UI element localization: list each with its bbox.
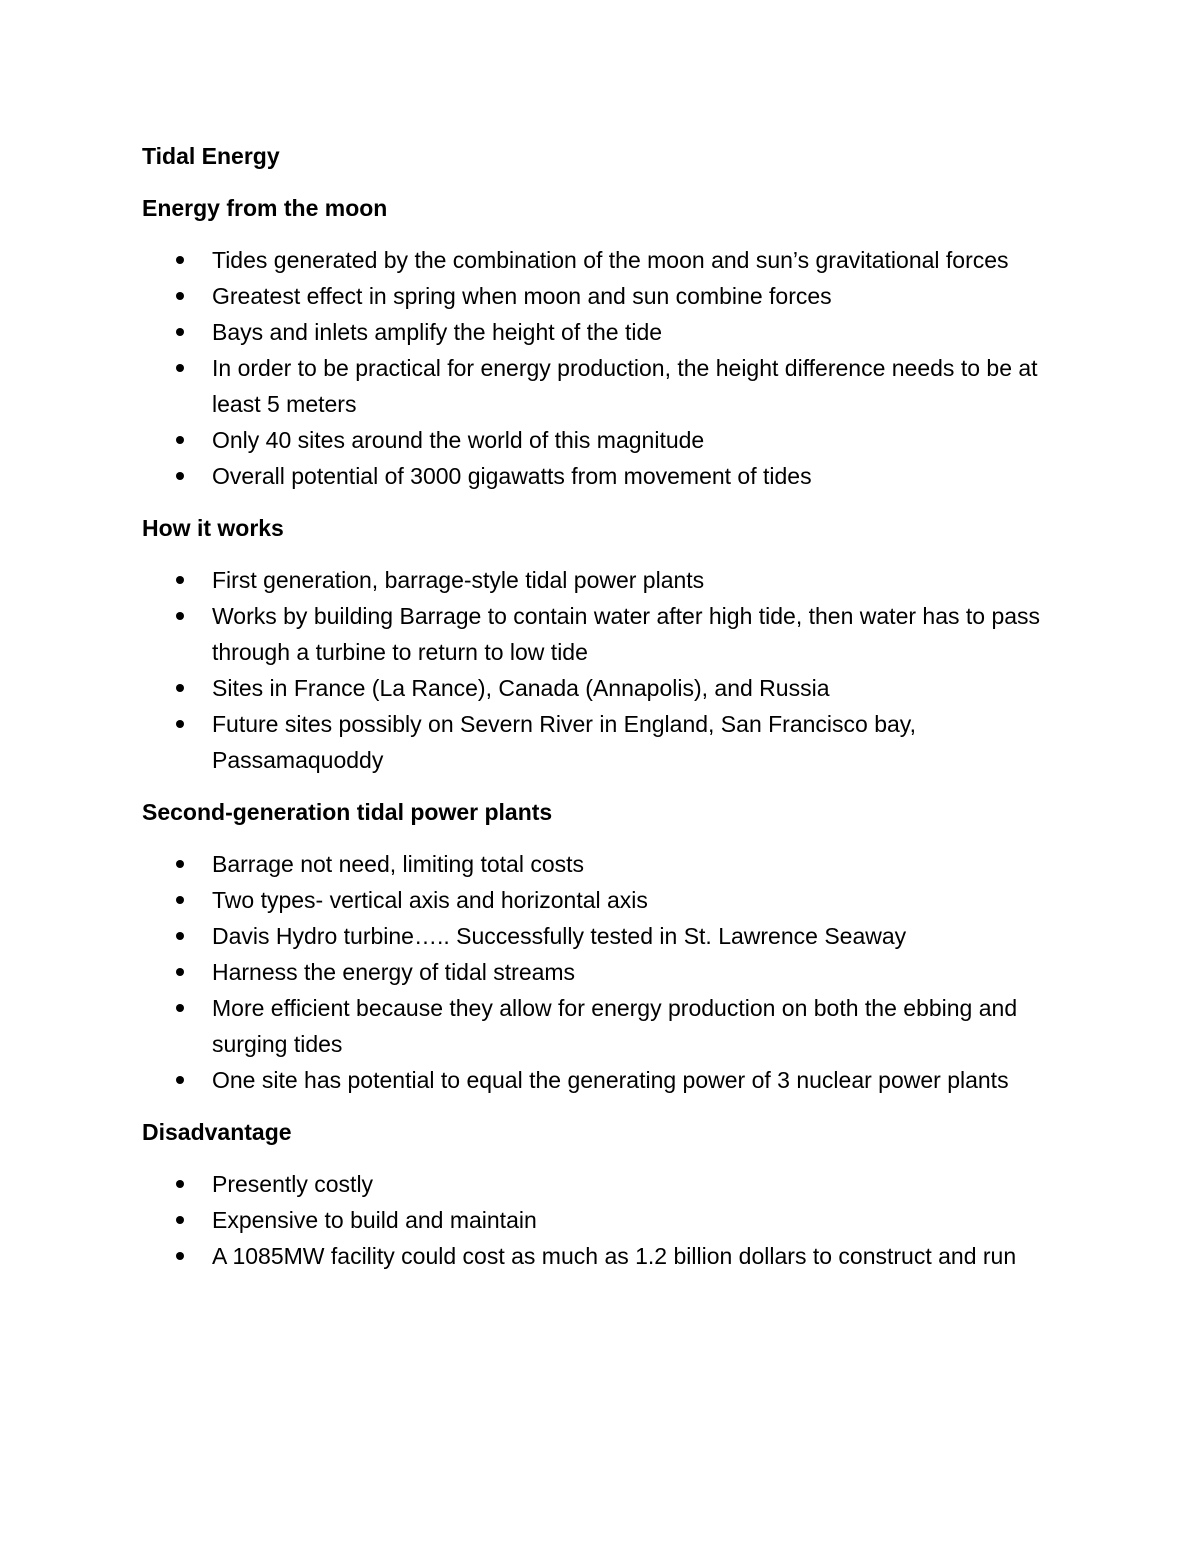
list-item: Expensive to build and maintain xyxy=(142,1202,1072,1238)
bullet-list-disadvantage xyxy=(142,1166,1072,1274)
list-item: Future sites possibly on Severn River in England, San Francisco bay, Passamaquoddy xyxy=(142,706,1072,778)
list-item: A 1085MW facility could cost as much as 1.2 billion dollars to construct and run xyxy=(142,1238,1072,1274)
list-item: Works by building Barrage to contain water after high tide, then water has to pass through a turbine to return to low tide xyxy=(142,598,1072,670)
list-item: Davis Hydro turbine….. Successfully tested in St. Lawrence Seaway xyxy=(142,918,1072,954)
list-item: Presently costly xyxy=(142,1166,1072,1202)
list-item: Two types- vertical axis and horizontal axis xyxy=(142,882,1072,918)
section-heading-energy-from-moon: Energy from the moon xyxy=(142,195,388,221)
list-item: Overall potential of 3000 gigawatts from movement of tides xyxy=(142,458,1072,494)
list-item: Sites in France (La Rance), Canada (Annapolis), and Russia xyxy=(142,670,1072,706)
bullet-list-energy-from-moon xyxy=(142,242,1072,494)
list-item: First generation, barrage-style tidal power plants xyxy=(142,562,1072,598)
bullet-list-how-it-works xyxy=(142,562,1072,778)
list-item: One site has potential to equal the generating power of 3 nuclear power plants xyxy=(142,1062,1072,1098)
list-item: Barrage not need, limiting total costs xyxy=(142,846,1072,882)
list-item: Harness the energy of tidal streams xyxy=(142,954,1072,990)
list-item: More efficient because they allow for energy production on both the ebbing and surging tides xyxy=(142,990,1072,1062)
list-item: Greatest effect in spring when moon and sun combine forces xyxy=(142,278,1072,314)
list-item: Only 40 sites around the world of this magnitude xyxy=(142,422,1072,458)
section-heading-second-generation: Second-generation tidal power plants xyxy=(142,799,553,825)
section-heading-disadvantage: Disadvantage xyxy=(142,1119,292,1145)
bullet-list-second-generation xyxy=(142,846,1072,1098)
list-item: Tides generated by the combination of the moon and sun’s gravitational forces xyxy=(142,242,1072,278)
list-item: Bays and inlets amplify the height of the tide xyxy=(142,314,1072,350)
section-heading-how-it-works: How it works xyxy=(142,515,284,541)
list-item: In order to be practical for energy production, the height difference needs to be at least 5 meters xyxy=(142,350,1072,422)
document-page xyxy=(142,138,1072,1290)
document-title: Tidal Energy xyxy=(142,143,280,169)
